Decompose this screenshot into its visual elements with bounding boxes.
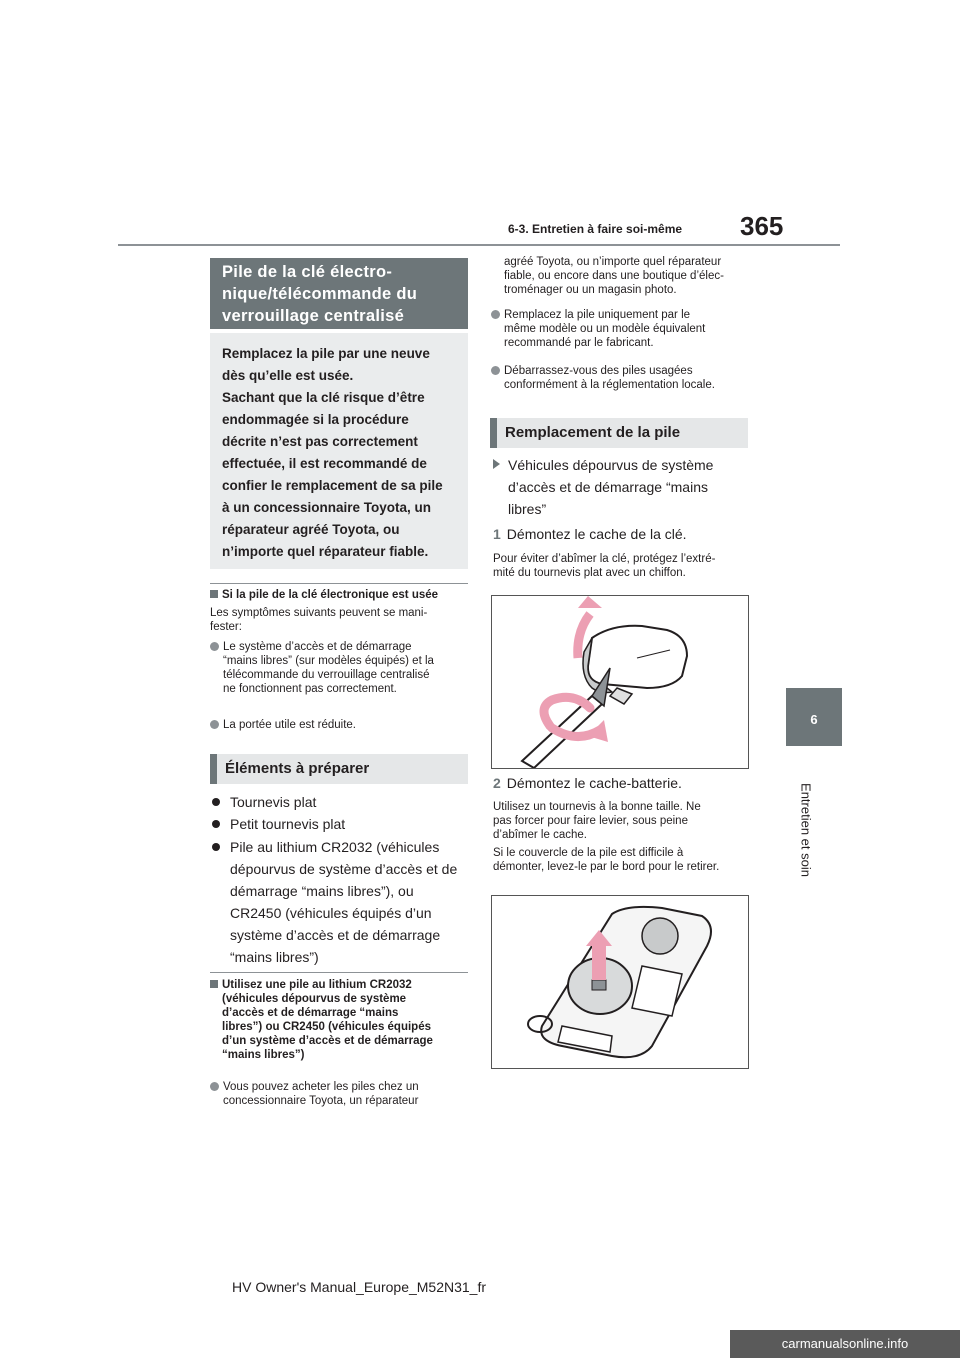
bullet-icon xyxy=(210,720,219,729)
condition-heading xyxy=(493,454,753,520)
text-line: pas forcer pour faire levier, sous peine xyxy=(493,815,688,827)
bullet-icon xyxy=(212,843,220,851)
summary-line: effectuée, il est recommandé de xyxy=(222,456,427,471)
text-line xyxy=(493,454,753,476)
summary-line: Sachant que la clé risque d’être xyxy=(222,390,425,405)
section-label: 6-3. Entretien à faire soi-même xyxy=(508,222,683,236)
text-line: télécommande du verrouillage centralisé xyxy=(223,669,430,681)
item-text: Petit tournevis plat xyxy=(230,816,346,832)
bullet-icon xyxy=(491,310,500,319)
step-2 xyxy=(493,772,682,794)
square-bullet-icon xyxy=(210,980,218,988)
list-item xyxy=(491,364,753,392)
text-line: Les symptômes suivants peuvent se mani- xyxy=(210,607,428,619)
text-line: fester: xyxy=(210,621,242,633)
weak-battery-heading xyxy=(210,588,468,602)
replacement-section-title: Remplacement de la pile xyxy=(490,418,748,448)
text-line: démonter, levez-le par le bord pour le retirer. xyxy=(493,861,720,873)
text-line: “mains libres”) xyxy=(230,949,319,965)
list-item xyxy=(212,791,468,813)
text-line: Vous pouvez acheter les piles chez un xyxy=(223,1081,419,1093)
text-line: Remplacez la pile uniquement par le xyxy=(504,309,691,321)
step-text: Démontez le cache-batterie. xyxy=(506,775,682,791)
summary-box xyxy=(210,333,468,569)
summary-line: Remplacez la pile par une neuve xyxy=(222,346,430,361)
text-line: (véhicules dépourvus de système xyxy=(222,993,407,1005)
bullet-icon xyxy=(210,642,219,651)
figure-remove-battery-cover xyxy=(491,895,749,1069)
main-title-line: verrouillage centralisé xyxy=(222,307,405,325)
bullet-icon xyxy=(212,798,220,806)
text-line: système d’accès et de démarrage xyxy=(230,927,441,943)
step-1-note xyxy=(493,552,755,580)
step-text: Démontez le cache de la clé. xyxy=(506,526,687,542)
text-line: d’accès et de démarrage “mains xyxy=(508,479,708,495)
text-line: Si le couvercle de la pile est difficile à xyxy=(493,847,684,859)
text-line xyxy=(210,978,468,992)
items-section-title: Éléments à préparer xyxy=(210,754,468,784)
condition-text: Véhicules dépourvus de système xyxy=(508,457,714,473)
list-item xyxy=(491,308,753,350)
bullet-icon xyxy=(212,820,220,828)
text-line: dépourvus de système d’accès et de xyxy=(230,861,458,877)
weak-battery-intro xyxy=(210,606,427,634)
key-cover-illustration xyxy=(492,596,748,768)
text-line: Utilisez un tournevis à la bonne taille. Ne xyxy=(493,801,701,813)
item-text: Tournevis plat xyxy=(230,794,317,810)
text-line: troménager ou un magasin photo. xyxy=(504,284,677,296)
page-number: 365 xyxy=(740,211,784,241)
text-line: Pour éviter d’abîmer la clé, protégez l’extré- xyxy=(493,553,716,565)
text-line: démarrage “mains libres”), ou xyxy=(230,883,414,899)
text-line: fiable, ou encore dans une boutique d’élec- xyxy=(504,270,724,282)
text-line: d’un système d’accès et de démarrage xyxy=(222,1035,433,1047)
use-battery-heading xyxy=(210,978,468,1062)
main-title-line: Pile de la clé électro- xyxy=(222,263,393,281)
subhead-rule xyxy=(210,972,468,973)
summary-line: n’importe quel réparateur fiable. xyxy=(222,544,429,559)
text-line: même modèle ou un modèle équivalent xyxy=(504,323,706,335)
text-line: ne fonctionnent pas correctement. xyxy=(223,683,397,695)
text-line: “mains libres” (sur modèles équipés) et la xyxy=(223,655,434,667)
heading-text: Utilisez une pile au lithium CR2032 xyxy=(222,979,412,991)
summary-line: décrite n’est pas correctement xyxy=(222,434,418,449)
text-line: agréé Toyota, ou n’importe quel réparateur xyxy=(504,256,722,268)
list-item xyxy=(210,640,468,696)
text-line: Pile au lithium CR2032 (véhicules xyxy=(230,839,440,855)
step-number: 1 xyxy=(493,526,501,542)
chapter-title-text: Entretien et soin xyxy=(798,783,814,877)
list-item xyxy=(210,718,468,732)
triangle-bullet-icon xyxy=(493,459,500,469)
text-line: La portée utile est réduite. xyxy=(223,719,356,731)
bullet-icon xyxy=(491,366,500,375)
continued-text xyxy=(504,255,754,297)
list-item xyxy=(210,1080,468,1108)
text-line: CR2450 (véhicules équipés d’un xyxy=(230,905,432,921)
summary-line: à un concessionnaire Toyota, un xyxy=(222,500,432,515)
text-line: libres”) ou CR2450 (véhicules équipés xyxy=(222,1021,431,1033)
text-line: concessionnaire Toyota, un réparateur xyxy=(223,1095,419,1107)
summary-line: endommagée si la procédure xyxy=(222,412,409,427)
footer-manual-id: HV Owner's Manual_Europe_M52N31_fr xyxy=(232,1279,487,1295)
bullet-icon xyxy=(210,1082,219,1091)
summary-line: dès qu’elle est usée. xyxy=(222,368,354,383)
text-line: Débarrassez-vous des piles usagées xyxy=(504,365,693,377)
text-line: mité du tournevis plat avec un chiffon. xyxy=(493,567,686,579)
text-line: libres” xyxy=(508,501,547,517)
text-line: d’abîmer le cache. xyxy=(493,829,587,841)
text-line: Le système d’accès et de démarrage xyxy=(223,641,412,653)
main-title-line: nique/télécommande du xyxy=(222,285,418,303)
step-number: 2 xyxy=(493,775,501,791)
text-line: recommandé par le fabricant. xyxy=(504,337,654,349)
list-item xyxy=(212,813,468,835)
square-bullet-icon xyxy=(210,590,218,598)
summary-line: réparateur agréé Toyota, ou xyxy=(222,522,400,537)
battery-cover-illustration xyxy=(492,896,748,1068)
step-1 xyxy=(493,523,687,545)
text-line: d’accès et de démarrage “mains xyxy=(222,1007,399,1019)
weak-battery-heading-text: Si la pile de la clé électronique est usée xyxy=(222,589,439,601)
chapter-tab[interactable]: 6 xyxy=(786,688,842,746)
figure-remove-key-cover xyxy=(491,595,749,769)
watermark[interactable]: carmanualsonline.info xyxy=(730,1330,960,1358)
text-line: conformément à la réglementation locale. xyxy=(504,379,715,391)
list-item xyxy=(212,836,468,968)
subhead-rule xyxy=(210,583,468,584)
summary-line: confier le remplacement de sa pile xyxy=(222,478,443,493)
chapter-title xyxy=(756,770,856,890)
text-line: “mains libres”) xyxy=(222,1049,305,1061)
main-title xyxy=(210,258,468,329)
header-rule xyxy=(118,244,840,246)
step-2-note xyxy=(493,800,755,874)
